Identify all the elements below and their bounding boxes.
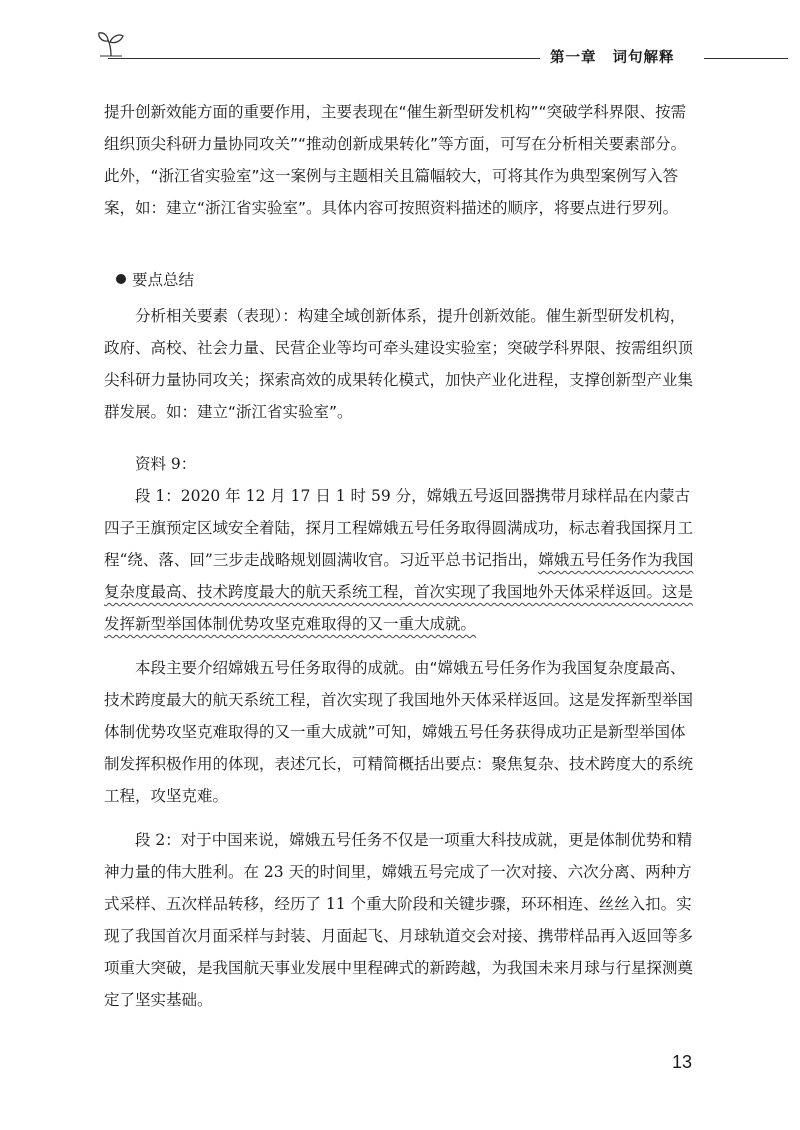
- para2-text: 段 2：对于中国来说，嫦娥五号任务不仅是一项重大科技成就，更是体制优势和精神力量的伟大胜利。在 23 天的时间里，嫦娥五号完成了一次对接、六次分离、两种方式采样、五次样品转移，经历了 11 个重大阶段和关键步骤，环环相连、丝丝入扣。实现了我国首次月面采样与封装、月面起飞、月球轨道交会对接、携带样品再入返回等多项重大突破，是我国航天事业发展中里程碑式的新跨越，为我国未来月球与行星探测奠定了坚实基础。: [104, 831, 694, 1009]
- chapter-label: 第一章: [550, 50, 597, 66]
- chapter-title: 词句解释: [612, 50, 675, 66]
- material-label-text: 资料 9：: [135, 455, 197, 473]
- chapter-heading: [550, 46, 675, 67]
- header-divider-right: [704, 58, 788, 59]
- summary-heading: [116, 268, 194, 290]
- material-label: [104, 448, 696, 480]
- analysis-text: 本段主要介绍嫦娥五号任务取得的成就。由“嫦娥五号任务作为我国复杂度最高、技术跨度最大的航天系统工程，首次实现了我国地外天体采样返回。这是发挥新型举国体制优势攻坚克难取得的又一重大成就”可知，嫦娥五号任务获得成功正是新型举国体制发挥积极作用的体现，表述冗长，可精简概括出要点：聚焦复杂、技术跨度大的系统工程，攻坚克难。: [104, 659, 694, 805]
- analysis-paragraph: [104, 652, 696, 812]
- intro-text: 提升创新效能方面的重要作用，主要表现在“催生新型研发机构”“突破学科界限、按需组织顶尖科研力量协同攻关”“推动创新成果转化”等方面，可写在分析相关要素部分。此外，“浙江省实验室”这一案例与主题相关且篇幅较大，可将其作为典型案例写入答案，如：建立“浙江省实验室”。具体内容可按照资料描述的顺序，将要点进行罗列。: [104, 103, 687, 217]
- material-paragraph-1: [104, 480, 696, 640]
- sprout-icon: [96, 30, 126, 58]
- para1-plain-text: 段 1：2020 年 12 月 17 日 1 时 59 分，嫦娥五号返回器携带月球样品在内蒙古四子王旗预定区域安全着陆，探月工程嫦娥五号任务取得圆满成功，标志着我国探月工程“绕、落、回”三步走战略规划圆满收官。习近平总书记指出，: [104, 487, 694, 569]
- material-paragraph-2: [104, 824, 696, 1016]
- page-number: 13: [672, 1052, 693, 1072]
- header-divider-left: [108, 58, 540, 59]
- page-header: [0, 0, 800, 70]
- summary-title-text: 要点总结: [132, 271, 195, 289]
- summary-text: 分析相关要素（表现）：构建全域创新体系，提升创新效能。催生新型研发机构，政府、高校、社会力量、民营企业等均可牵头建设实验室；突破学科界限、按需组织顶尖科研力量协同攻关；探索高效的成果转化模式，加快产业化进程，支撑创新型产业集群发展。如：建立“浙江省实验室”。: [104, 307, 694, 421]
- para1-underlined-quote: 嫦娥五号任务作为我国复杂度最高、技术跨度最大的航天系统工程，首次实现了我国地外天体采样返回。这是发挥新型举国体制优势攻坚克难取得的又一重大成就。: [104, 551, 694, 633]
- bullet-icon: [116, 274, 126, 284]
- summary-paragraph: [104, 300, 696, 428]
- intro-paragraph: [104, 96, 696, 224]
